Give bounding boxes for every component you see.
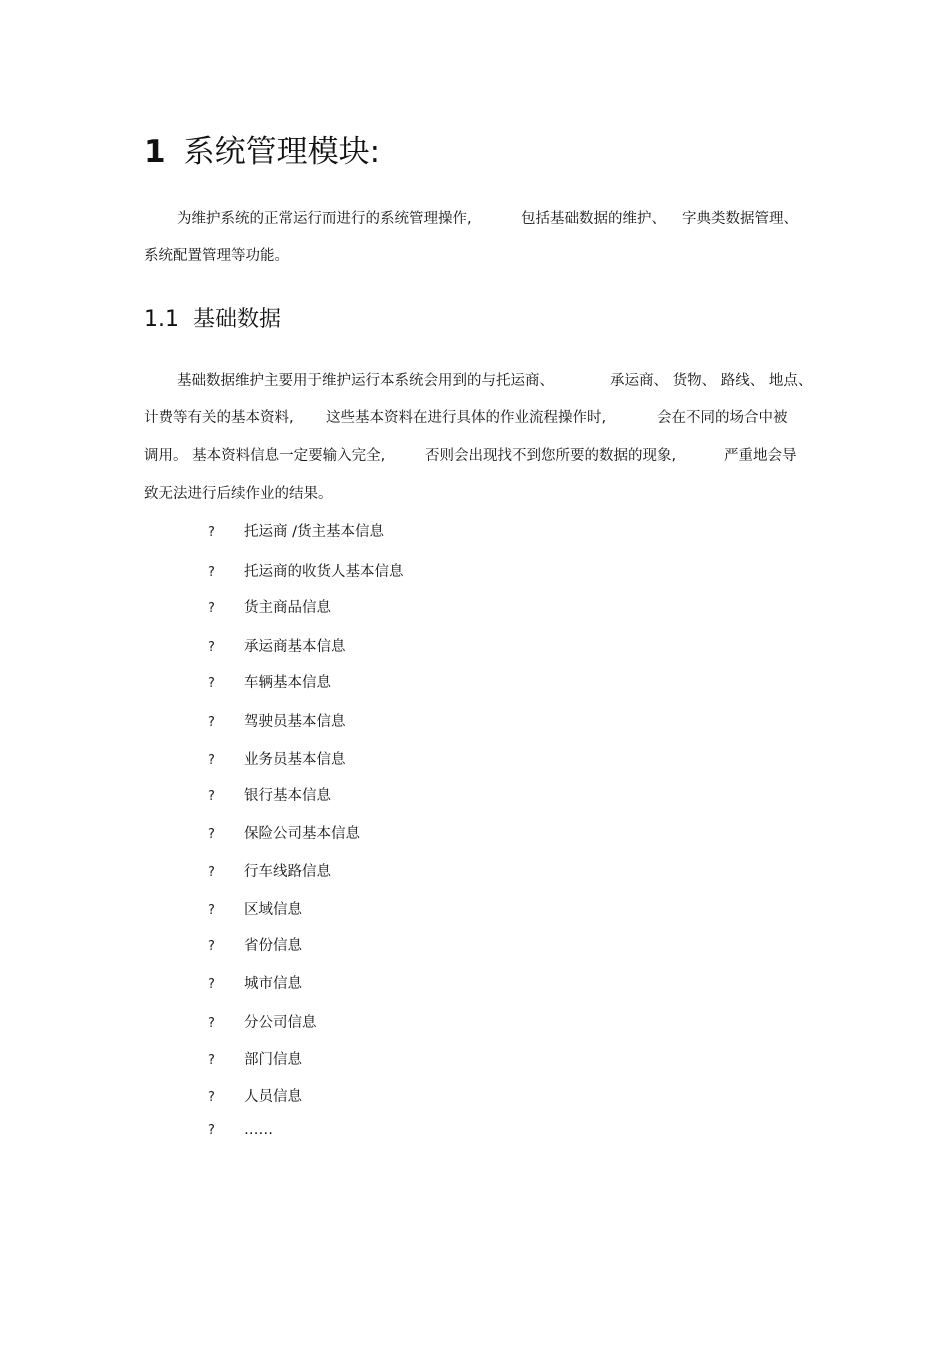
bullet-marker: ? <box>208 789 215 804</box>
list-item: ? 省份信息 <box>208 936 302 957</box>
bullet-marker: ? <box>208 1123 215 1138</box>
list-item: ? 区域信息 <box>208 900 302 921</box>
bullet-marker: ? <box>208 865 215 880</box>
list-item: ? 分公司信息 <box>208 1013 317 1034</box>
paragraph-line-2b: 这些基本资料在进行具体的作业流程操作时, <box>326 410 607 426</box>
list-item: ? 行车线路信息 <box>208 862 331 883</box>
paragraph-line-2c: 会在不同的场合中被 <box>657 410 788 426</box>
bullet-marker: ? <box>208 1016 215 1031</box>
list-item: ? 银行基本信息 <box>208 786 331 807</box>
list-item: ? 托运商的收货人基本信息 <box>208 562 404 583</box>
paragraph-line-1a: 基础数据维护主要用于维护运行本系统会用到的与托运商、 <box>177 373 554 389</box>
bullet-marker: ? <box>208 565 215 580</box>
bullet-marker: ? <box>208 753 215 768</box>
intro-line-1c: 字典类数据管理、 <box>682 211 798 227</box>
bullet-marker: ? <box>208 827 215 842</box>
list-item: ? 业务员基本信息 <box>208 750 346 771</box>
bullet-marker: ? <box>208 903 215 918</box>
section-number: 1 <box>144 134 166 170</box>
bullet-marker: ? <box>208 640 215 655</box>
paragraph-line-1b: 承运商、 货物、 路线、 地点、 <box>610 373 813 389</box>
list-item: ? …… <box>208 1120 273 1141</box>
subsection-title: 基础数据 <box>193 307 282 332</box>
intro-line-2: 系统配置管理等功能。 <box>144 248 289 264</box>
section-title: 系统管理模块: <box>183 134 381 170</box>
bullet-marker: ? <box>208 1090 215 1105</box>
bullet-marker: ? <box>208 676 215 691</box>
list-item: ? 人员信息 <box>208 1087 302 1108</box>
bullet-marker: ? <box>208 525 215 540</box>
intro-line-1b: 包括基础数据的维护、 <box>521 211 666 227</box>
bullet-marker: ? <box>208 977 215 992</box>
subsection-number: 1.1 <box>144 307 179 332</box>
bullet-marker: ? <box>208 1053 215 1068</box>
list-item: ? 承运商基本信息 <box>208 637 346 658</box>
list-item: ? 部门信息 <box>208 1050 302 1071</box>
paragraph-line-4: 致无法进行后续作业的结果。 <box>144 486 333 502</box>
list-item: ? 保险公司基本信息 <box>208 824 360 845</box>
list-item: ? 车辆基本信息 <box>208 673 331 694</box>
intro-line-1a: 为维护系统的正常运行而进行的系统管理操作, <box>177 211 472 227</box>
list-item: ? 城市信息 <box>208 974 302 995</box>
list-item: ? 驾驶员基本信息 <box>208 712 346 733</box>
list-item: ? 托运商 /货主基本信息 <box>208 522 384 543</box>
paragraph-line-3c: 严重地会导 <box>724 448 797 464</box>
paragraph-line-2a: 计费等有关的基本资料, <box>144 410 294 426</box>
list-item: ? 货主商品信息 <box>208 598 331 619</box>
bullet-marker: ? <box>208 715 215 730</box>
paragraph-line-3b: 否则会出现找不到您所要的数据的现象, <box>425 448 677 464</box>
bullet-marker: ? <box>208 939 215 954</box>
paragraph-line-3a: 调用。 基本资料信息一定要输入完全, <box>144 448 386 464</box>
bullet-marker: ? <box>208 601 215 616</box>
basic-data-list <box>208 0 608 1346</box>
